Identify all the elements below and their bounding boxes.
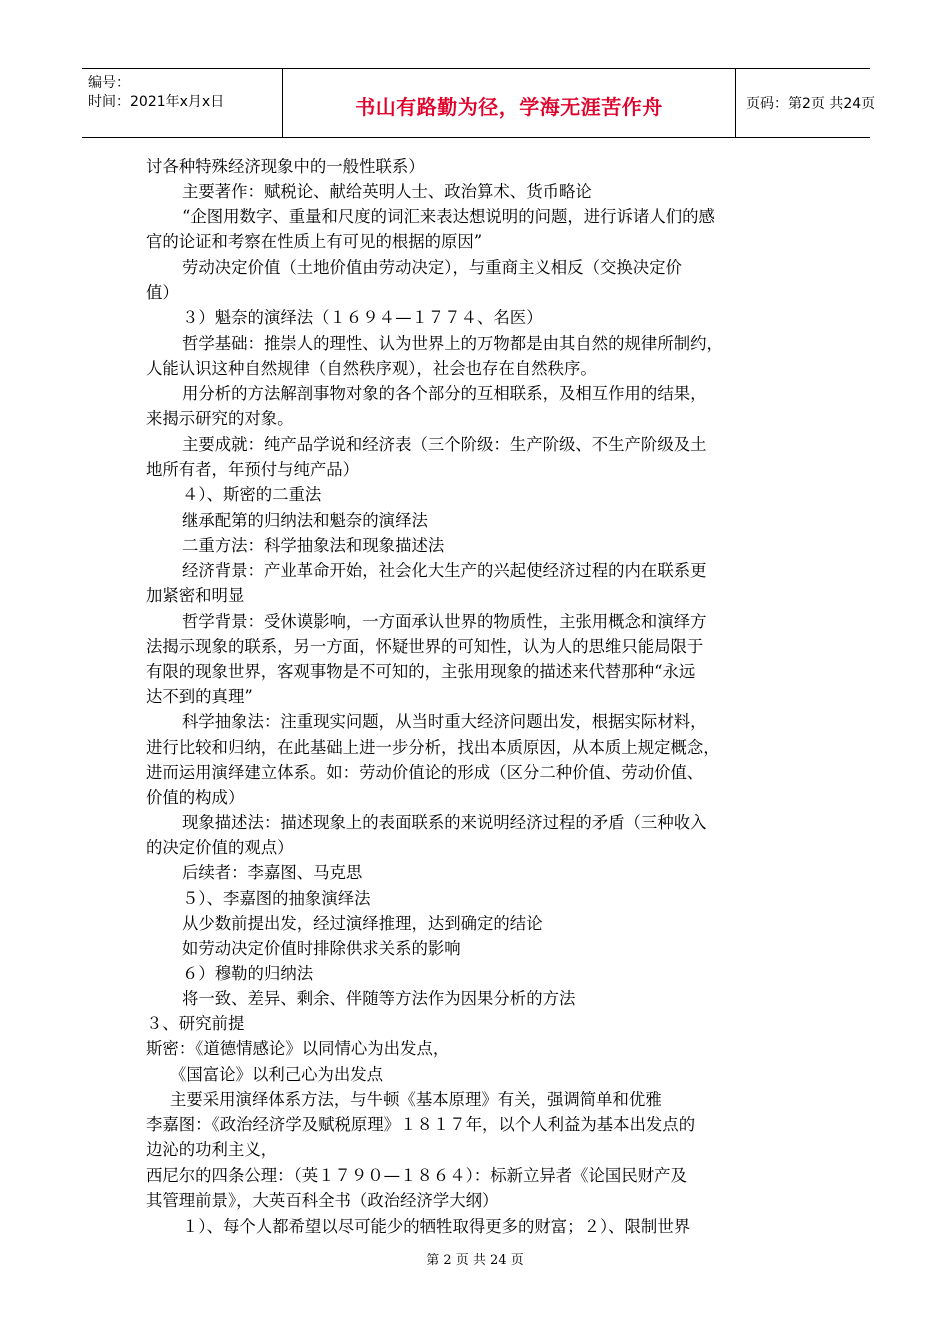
text-line: 经济背景：产业革命开始，社会化大生产的兴起使经济过程的内在联系更 xyxy=(182,561,707,580)
text-line: 主要成就：纯产品学说和经济表（三个阶级：生产阶级、不生产阶级及土 xyxy=(182,435,707,454)
text-line: 其管理前景》，大英百科全书（政治经济学大纲） xyxy=(146,1191,499,1210)
text-line: 值） xyxy=(146,283,179,302)
text-line: 将一致、差异、剩余、伴随等方法作为因果分析的方法 xyxy=(182,989,576,1008)
text-line: ３、研究前提 xyxy=(146,1014,245,1033)
text-line: ４）、斯密的二重法 xyxy=(182,485,322,504)
text-line: 达不到的真理” xyxy=(146,687,253,706)
text-line: 二重方法：科学抽象法和现象描述法 xyxy=(182,536,445,555)
text-line: 价值的构成） xyxy=(146,788,245,807)
page-footer: 第 2 页 共 24 页 xyxy=(426,1253,524,1268)
text-line: 如劳动决定价值时排除供求关系的影响 xyxy=(182,939,461,958)
text-line: 李嘉图：《政治经济学及赋税原理》１８１７年，以个人利益为基本出发点的 xyxy=(146,1115,696,1134)
page-header xyxy=(82,68,876,138)
header-motto-cell xyxy=(282,69,736,137)
text-line: 加紧密和明显 xyxy=(146,586,245,605)
text-line: 现象描述法：描述现象上的表面联系的来说明经济过程的矛盾（三种收入 xyxy=(182,813,707,832)
text-line: 官的论证和考察在性质上有可见的根据的原因” xyxy=(146,232,483,251)
text-line: 主要采用演绎体系方法，与牛顿《基本原理》有关，强调简单和优雅 xyxy=(170,1090,662,1109)
text-line: １）、每个人都希望以尽可能少的牺牲取得更多的财富；２）、限制世界 xyxy=(182,1217,691,1236)
text-line: 斯密：《道德情感论》以同情心为出发点， xyxy=(146,1039,450,1058)
text-line: ６）穆勒的归纳法 xyxy=(182,964,314,983)
time-label: 时间：2021年x月x日 xyxy=(88,94,225,110)
text-line: 西尼尔的四条公理：（英１７９０—１８６４）：标新立异者《论国民财产及 xyxy=(146,1166,687,1185)
text-line: 进行比较和归纳，在此基础上进一步分析，找出本质原因，从本质上规定概念， xyxy=(146,738,720,757)
text-line: 哲学背景：受休谟影响，一方面承认世界的物质性，主张用概念和演绎方 xyxy=(182,612,707,631)
text-line: ５）、李嘉图的抽象演绎法 xyxy=(182,889,371,908)
text-line: 继承配第的归纳法和魁奈的演绎法 xyxy=(182,511,428,530)
text-line: “企图用数字、重量和尺度的词汇来表达想说明的问题，进行诉诸人们的感 xyxy=(182,207,715,226)
text-line: 讨各种特殊经济现象中的一般性联系） xyxy=(146,157,425,176)
text-line: 主要著作：赋税论、献给英明人士、政治算术、货币略论 xyxy=(182,182,592,201)
text-line: 用分析的方法解剖事物对象的各个部分的互相联系，及相互作用的结果， xyxy=(182,384,707,403)
text-line: 科学抽象法：注重现实问题，从当时重大经济问题出发，根据实际材料， xyxy=(182,712,707,731)
header-meta-cell xyxy=(82,69,282,137)
text-line: 法揭示现象的联系，另一方面，怀疑世界的可知性，认为人的思维只能局限于 xyxy=(146,637,704,656)
text-line: 劳动决定价值（土地价值由劳动决定），与重商主义相反（交换决定价 xyxy=(182,258,682,277)
text-line: 来揭示研究的对象。 xyxy=(146,409,294,428)
text-line: 有限的现象世界，客观事物是不可知的，主张用现象的描述来代替那种“永远 xyxy=(146,662,696,681)
text-line: 边沁的功利主义， xyxy=(146,1140,278,1159)
text-line: ３）魁奈的演绎法（１６９４—１７７４、名医） xyxy=(182,308,543,327)
text-line: 进而运用演绎建立体系。如：劳动价值论的形成（区分二种价值、劳动价值、 xyxy=(146,763,704,782)
page-info: 页码：第2页 共24页 xyxy=(746,96,876,112)
text-line: 《国富论》以利己心为出发点 xyxy=(170,1065,384,1084)
number-label: 编号： xyxy=(88,75,130,91)
text-line: 从少数前提出发，经过演绎推理，达到确定的结论 xyxy=(182,914,543,933)
header-page-cell xyxy=(736,69,876,137)
text-line: 人能认识这种自然规律（自然秩序观），社会也存在自然秩序。 xyxy=(146,359,597,378)
text-line: 地所有者，年预付与纯产品） xyxy=(146,460,360,479)
text-line: 哲学基础：推崇人的理性、认为世界上的万物都是由其自然的规律所制约， xyxy=(182,334,723,353)
motto: 书山有路勤为径，学海无涯苦作舟 xyxy=(355,95,663,119)
text-line: 后续者：李嘉图、马克思 xyxy=(182,863,363,882)
text-line: 的决定价值的观点） xyxy=(146,838,294,857)
